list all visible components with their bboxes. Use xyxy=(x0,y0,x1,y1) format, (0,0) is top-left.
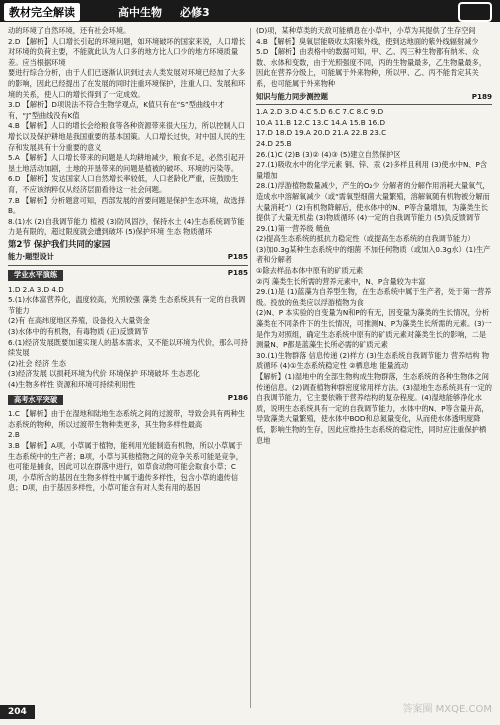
answer-item: 2.D 【解析】人口增长引起的环境问题，如环境破坏的国家来说，人口增长对环境的负荷主要，不能就此认为人口多的地方比人口少的地方环境质量差。应当根据环境 xyxy=(8,36,246,67)
break-page: P186 xyxy=(227,392,248,402)
answer-item: 1.C 【解析】由于在湿地和陆地生态系统之间的过渡带，导致会具有两种生态系统的物种，所以过渡带生物种类更多，其生物多样性最高 xyxy=(8,409,245,429)
answer-item: 29.(1)是 (1)蓝藻为自养型生物，在生态系统中属于生产者，处于第一营养级。投放的鱼类应以浮游植物为食 xyxy=(256,287,492,307)
watermark: 答案圈 MXQE.COM xyxy=(402,704,492,715)
rule-line xyxy=(8,265,248,266)
answer-item: 6.D 【解析】发达国家人口自然增长率较低，人口老龄化严重，应鼓励生育，不应该纳粹仅从经济层面看待这一社会问题。 xyxy=(8,174,239,194)
level-title: 学业水平演练 xyxy=(8,270,63,281)
break-title: 高考水平突破 xyxy=(8,395,63,406)
ability-title: 能力·题型设计 xyxy=(8,252,54,262)
ability-heading xyxy=(8,252,248,263)
answer-item: 27.(1)吸收水中的化学元素 铜、锌、汞 (2)多样且利用 (3)使水中N、P含量增加 xyxy=(256,160,488,180)
answer-item: ②丙 藻类生长所需的营养元素中，N、P含量较为丰富 xyxy=(256,276,426,286)
answer-item: 28.(1)浮游植物数量减少，产生的O₂少 分解者的分解作用消耗大量氧气，造成水中溶解氧减少（或“需氧型细菌大量繁殖，溶解氧随有机物被分解而大量消耗”）(2)有机物降解后，使水体中的N、P等含量增加，为藻类生长提供了大量无机盐 (3)物质循环 (4)一定的自我调节能力 (5)负反馈调节 xyxy=(256,181,490,223)
answer-item: 29.(1)第一营养级 鲢鱼 xyxy=(256,223,331,233)
answer-item: (2)有 在高纬度地区养殖，设备投入大量资金 xyxy=(8,316,150,326)
answer-item: 5.(1)水体富营养化，温度较高，光照较强 藻类 生态系统具有一定的自我调节能力 xyxy=(8,295,246,315)
answer-item: 6.(1)经济发展既要加速实现人的基本需求，又不能以环境为代价，那么可持续发展 xyxy=(8,337,248,358)
answer-item: 30.(1)生物群落 信息传递 (2)样方 (3)生态系统自我调节能力 营养结构 物质循环 (4)①生态系统稳定性 ②栖息地 能量流动 xyxy=(256,350,490,371)
answer-item: 3.B 【解析】A项，小草属于植物，能利用光能制造有机物，所以小草属于生态系统中的生产者；B项，小草与其他植物之间的竞争关系可能是竞争，也可能是捕食，因此可以在群落中进行，如草食动物可能会取食小草；C项，小草所含的基因在生物多样性中属于遗传多样性，包含小草的遗传信息；D项，由于基因多样性，小草可能含有对人类有用的基因 xyxy=(8,440,243,493)
level-heading xyxy=(8,268,248,283)
answer-item: (2)提高生态系统的抵抗力稳定性（或提高生态系统的自我调节能力） xyxy=(256,234,475,244)
answer-item: 26.(1)C (2)B (3)② (4)③ (5)建立自然保护区 xyxy=(256,149,401,159)
level-page: P185 xyxy=(227,268,248,278)
answer-row: 1.A 2.D 3.D 4.C 5.D 6.C 7.C 8.C 9.D xyxy=(256,107,384,117)
answer-item: 4.B 【解析】臭氧层能吸收太阳紫外线，使到达地面的紫外线辐射减少 xyxy=(256,36,479,46)
section-title: 第2节 保护我们共同的家园 xyxy=(8,239,111,250)
publisher-logo-icon xyxy=(458,2,492,22)
answer-item: 2.B xyxy=(8,430,20,440)
page-footer xyxy=(0,705,500,721)
answer-item: 4.B 【解析】人口的增长会给粮食等各种资源带来很大压力，所以控制人口增长以及保护耕地是我国重要的基本国策。人口增长过快，对中国人民的生存和发展具有十分重要的意义 xyxy=(8,121,246,152)
answer-item: 5.D 【解析】由表格中的数据可知，甲、乙、丙三种生物都有纳米、众数、水体和变数，由于光照强度不同，丙的生物量最多，乙生物量最多，因此在营养分级上，可能属于外来物种，所以甲、乙、丙不能肯定其关系，也可能属于外来物种 xyxy=(256,47,487,88)
answer-item: (3)水体中的有机物，有毒物质 (正)反馈调节 xyxy=(8,327,149,337)
test-page: P189 xyxy=(471,91,492,101)
answer-item: (4)生物多样性 资源和环境可持续利用性 xyxy=(8,380,136,389)
page-number: 204 xyxy=(0,705,35,719)
ability-page: P185 xyxy=(227,252,248,262)
answer-item: (3)加0.3g某种生态系统中的细菌 不加任何物质（或加入0.3g水）(1)生产者和分解者 xyxy=(256,244,491,265)
break-heading xyxy=(8,393,248,408)
test-heading xyxy=(256,92,492,103)
rule-line xyxy=(256,104,492,105)
answer-item: (3)经济发展 以损耗环境为代价 环境保护 环境破坏 生态恶化 xyxy=(8,369,200,379)
volume-label: 必修3 xyxy=(180,6,210,19)
answer-item: 5.A 【解析】人口增长带来的问题是人均耕地减少，粮食不足，必然引起开垦土地活动加剧，土地的开垦带来的问题是植被的破坏、环境的污染等。 xyxy=(8,153,245,173)
answer-item: 8.(1)水 (2)自我调节能力 植被 (3)防风固沙，保持水土 (4)生态系统调节能力是有限的，超过限度就会遭到破坏 (5)保护环境 生态 物质循环 xyxy=(8,216,245,237)
left-column xyxy=(8,26,248,494)
answer-item: 要进行综合分析，由于人们已逐渐认识到过去人类发展对环境已经加了大多的影响，因此已经提出了在发展的同时注重环境保护，注重人口、发展和环境的关系，使人口的增长得到了一定成效。 xyxy=(8,68,246,99)
answer-item: ①除去样品本体中原有的矿质元素 xyxy=(256,266,364,276)
book-title: 教材完全解读 xyxy=(4,3,80,21)
answer-item: (2)社会 经济 生态 xyxy=(8,358,66,368)
text-line: 动的环境了自然环境，还有社会环境。 xyxy=(8,26,131,35)
answer-row: 24.D 25.B xyxy=(256,138,292,148)
answer-item: 7.B 【解析】分析题意可知，西部发展的首要问题是保护生态环境，故选择B。 xyxy=(8,195,245,216)
answer-row: 17.D 18.D 19.A 20.D 21.A 22.B 23.C xyxy=(256,128,387,138)
column-divider xyxy=(250,28,251,708)
test-title: 知识与能力同步测控题 xyxy=(256,91,328,101)
answer-item: 3.D 【解析】D项说法不符合生物学观点，K值只有在“S”型曲线中才有，“J”型曲线没有K值 xyxy=(8,100,225,120)
answer-item: 1.D 2.A 3.D 4.D xyxy=(8,284,64,294)
answer-row: 10.A 11.B 12.C 13.C 14.A 15.B 16.D xyxy=(256,117,385,127)
subject-label: 高中生物 xyxy=(118,6,162,19)
right-column xyxy=(256,26,492,446)
answer-item: (D)项，某种草类的天敌可能栖息在小草中，小草为其提供了生存空间 xyxy=(256,26,476,35)
page-header xyxy=(0,0,500,22)
answer-item: (2)N、P 本实验的自变量为N和P的有无，因变量为藻类的生长情况，分析藻类在不同条件下的生长情况，可推测N、P为藻类生长所需的元素。(3)一是作为对照组，确定生态系统中原有的矿质元素对藻类生长的影响，二是测量N、P都是蓝藻生长所必需的矿质元素 xyxy=(256,308,492,350)
answer-item: 【解析】(1)湿地中的全部生物构成生物群落，生态系统的各种生物体之间传递信息。(2)调查植物种群密度常用样方法。(3)湿地生态系统具有一定的自我调节能力，它主要依赖于营养结构的复杂程度。(4)湿地能够净化水质，说明生态系统具有一定的自我调节能力，水体中的N、P等含量升高，导致藻类大量繁殖，使水体中BOD和总氮量变化，从而使水体透明度降低，影响生物的生存，因此应维持生态系统的稳定性，同时应注重保护栖息地 xyxy=(256,372,492,445)
